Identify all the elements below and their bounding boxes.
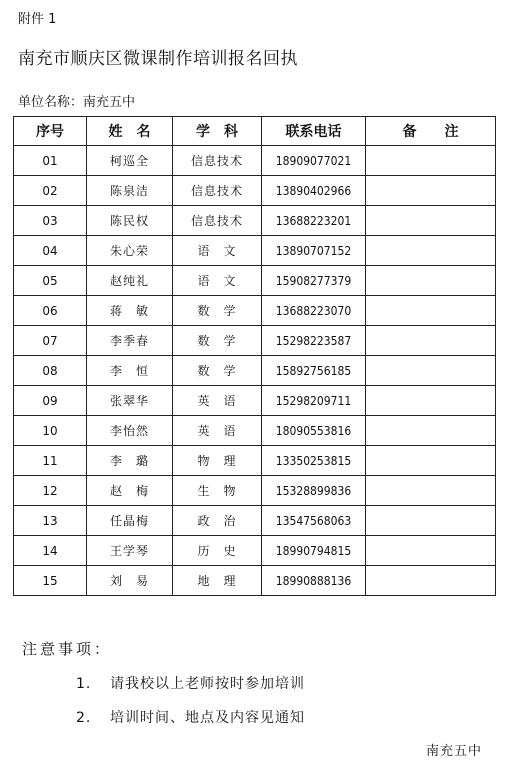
remark-cell: [366, 506, 496, 536]
remark-cell: [366, 536, 496, 566]
remark-cell: [366, 416, 496, 446]
name-cell: 柯巡全: [87, 146, 173, 176]
header-subject: 学 科: [173, 117, 262, 146]
seq-cell: 05: [14, 266, 87, 296]
name-cell: 李季春: [87, 326, 173, 356]
seq-cell: 15: [14, 566, 87, 596]
unit-name-label: 单位名称：南充五中: [18, 95, 136, 110]
seq-cell: 12: [14, 476, 87, 506]
phone-cell: 13350253815: [262, 446, 366, 476]
table-row: [14, 506, 496, 536]
document-title: 南充市顺庆区微课制作培训报名回执: [18, 49, 298, 69]
remark-cell: [366, 236, 496, 266]
remark-cell: [366, 176, 496, 206]
phone-cell: 13688223201: [262, 206, 366, 236]
header-name: 姓 名: [87, 117, 173, 146]
note-item: [76, 707, 305, 727]
header-remark: 备 注: [366, 117, 496, 146]
subject-cell: 历 史: [173, 536, 262, 566]
name-cell: 朱心荣: [87, 236, 173, 266]
table-row: [14, 476, 496, 506]
phone-cell: 13547568063: [262, 506, 366, 536]
seq-cell: 04: [14, 236, 87, 266]
phone-cell: 15328899836: [262, 476, 366, 506]
phone-cell: 18990794815: [262, 536, 366, 566]
phone-cell: 15298209711: [262, 386, 366, 416]
note-number: 1.: [76, 676, 92, 692]
name-cell: 蒋 敏: [87, 296, 173, 326]
subject-cell: 信息技术: [173, 146, 262, 176]
table-row: [14, 356, 496, 386]
phone-cell: 18990888136: [262, 566, 366, 596]
seq-cell: 11: [14, 446, 87, 476]
phone-cell: 13688223070: [262, 296, 366, 326]
subject-cell: 英 语: [173, 416, 262, 446]
subject-cell: 语 文: [173, 236, 262, 266]
note-text: 请我校以上老师按时参加培训: [110, 676, 305, 692]
phone-cell: 15298223587: [262, 326, 366, 356]
subject-cell: 英 语: [173, 386, 262, 416]
remark-cell: [366, 386, 496, 416]
table-row: [14, 446, 496, 476]
seq-cell: 02: [14, 176, 87, 206]
table-row: [14, 566, 496, 596]
table-row: [14, 176, 496, 206]
name-cell: 王学琴: [87, 536, 173, 566]
seq-cell: 13: [14, 506, 87, 536]
seq-cell: 09: [14, 386, 87, 416]
table-row: [14, 536, 496, 566]
phone-cell: 13890707152: [262, 236, 366, 266]
remark-cell: [366, 206, 496, 236]
table-row: [14, 266, 496, 296]
remark-cell: [366, 146, 496, 176]
subject-cell: 数 学: [173, 356, 262, 386]
phone-cell: 18909077021: [262, 146, 366, 176]
subject-cell: 生 物: [173, 476, 262, 506]
registration-table: [13, 116, 496, 596]
name-cell: 李 璐: [87, 446, 173, 476]
name-cell: 赵 梅: [87, 476, 173, 506]
table-header-row: [14, 117, 496, 146]
table-row: [14, 326, 496, 356]
name-cell: 刘 易: [87, 566, 173, 596]
subject-cell: 语 文: [173, 266, 262, 296]
seq-cell: 01: [14, 146, 87, 176]
seq-cell: 10: [14, 416, 87, 446]
seq-cell: 07: [14, 326, 87, 356]
remark-cell: [366, 566, 496, 596]
notes-title: 注意事项：: [22, 640, 113, 658]
remark-cell: [366, 476, 496, 506]
subject-cell: 物 理: [173, 446, 262, 476]
note-text: 培训时间、地点及内容见通知: [110, 710, 305, 726]
remark-cell: [366, 266, 496, 296]
phone-cell: 13890402966: [262, 176, 366, 206]
subject-cell: 地 理: [173, 566, 262, 596]
name-cell: 陈民权: [87, 206, 173, 236]
name-cell: 陈泉洁: [87, 176, 173, 206]
name-cell: 张翠华: [87, 386, 173, 416]
subject-cell: 信息技术: [173, 206, 262, 236]
phone-cell: 15892756185: [262, 356, 366, 386]
seq-cell: 03: [14, 206, 87, 236]
table-row: [14, 206, 496, 236]
table-row: [14, 236, 496, 266]
seq-cell: 08: [14, 356, 87, 386]
remark-cell: [366, 356, 496, 386]
subject-cell: 数 学: [173, 326, 262, 356]
signature: 南充五中: [425, 744, 482, 759]
subject-cell: 政 治: [173, 506, 262, 536]
seq-cell: 14: [14, 536, 87, 566]
phone-cell: 15908277379: [262, 266, 366, 296]
subject-cell: 信息技术: [173, 176, 262, 206]
remark-cell: [366, 326, 496, 356]
table-row: [14, 296, 496, 326]
table-row: [14, 146, 496, 176]
name-cell: 李 恒: [87, 356, 173, 386]
remark-cell: [366, 296, 496, 326]
seq-cell: 06: [14, 296, 87, 326]
table-row: [14, 386, 496, 416]
table-row: [14, 416, 496, 446]
note-item: [76, 673, 305, 693]
remark-cell: [366, 446, 496, 476]
name-cell: 任晶梅: [87, 506, 173, 536]
attachment-label: 附件 1: [18, 12, 57, 27]
header-seq: 序号: [14, 117, 87, 146]
note-number: 2.: [76, 710, 92, 726]
phone-cell: 18090553816: [262, 416, 366, 446]
table-body: [14, 146, 496, 596]
name-cell: 赵纯礼: [87, 266, 173, 296]
subject-cell: 数 学: [173, 296, 262, 326]
name-cell: 李怡然: [87, 416, 173, 446]
header-phone: 联系电话: [262, 117, 366, 146]
